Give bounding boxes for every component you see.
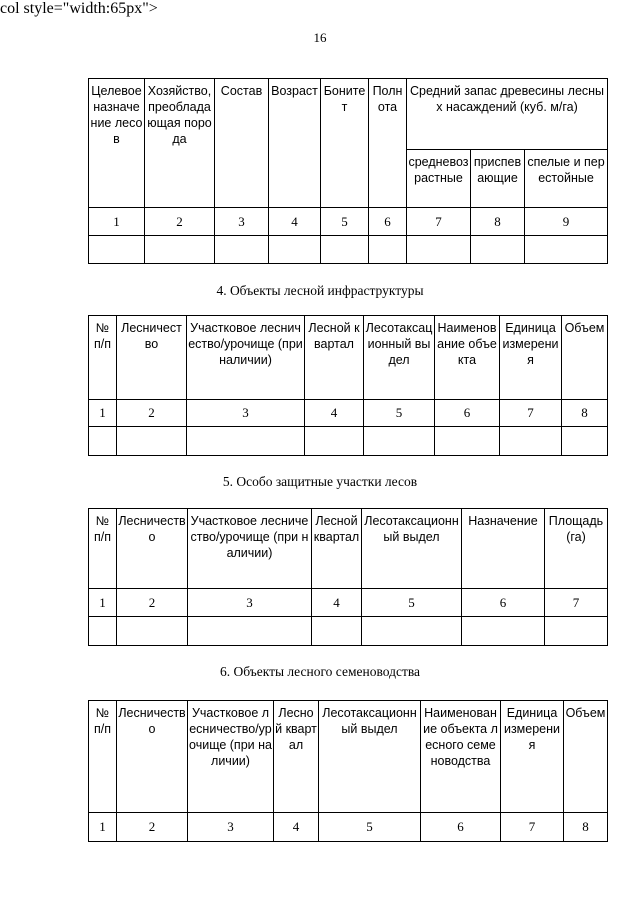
header-volume: Объем xyxy=(564,701,608,813)
header-index: № п/п xyxy=(89,509,117,589)
protective-areas-table xyxy=(88,508,608,646)
header-age: Возраст xyxy=(269,79,321,208)
header-district-forestry: Участковое лесничество/урочище (при наличии) xyxy=(188,701,274,813)
section-4-title: 4. Объекты лесной инфраструктуры xyxy=(216,283,424,298)
header-allotment: Лесотаксационный выдел xyxy=(362,509,462,589)
header-area: Площадь (га) xyxy=(545,509,608,589)
column-number: 9 xyxy=(525,208,608,236)
header-index: № п/п xyxy=(89,701,117,813)
header-purpose: Целевое назначение лесов xyxy=(89,79,145,208)
column-number: 7 xyxy=(500,400,562,427)
header-forestry: Лесничество xyxy=(117,509,188,589)
column-number: 5 xyxy=(321,208,369,236)
header-allotment: Лесотаксационный выдел xyxy=(364,316,435,400)
column-number: 6 xyxy=(421,813,501,842)
page-number: 16 xyxy=(313,30,327,45)
empty-row xyxy=(89,236,608,264)
column-number: 2 xyxy=(145,208,215,236)
header-quarter: Лесной квартал xyxy=(312,509,362,589)
header-allotment: Лесотаксационный выдел xyxy=(319,701,421,813)
column-number: 8 xyxy=(562,400,608,427)
header-density: Полнота xyxy=(369,79,407,208)
header-forestry: Лесничество xyxy=(117,316,187,400)
column-number: 4 xyxy=(274,813,319,842)
empty-row xyxy=(89,427,608,456)
column-number: 3 xyxy=(188,589,312,617)
column-number: 6 xyxy=(462,589,545,617)
section-6-title: 6. Объекты лесного семеноводства xyxy=(219,664,421,679)
column-number: 8 xyxy=(471,208,525,236)
column-number: 4 xyxy=(305,400,364,427)
column-number: 8 xyxy=(564,813,608,842)
column-number: 1 xyxy=(89,208,145,236)
column-number: 3 xyxy=(187,400,305,427)
column-number: 1 xyxy=(89,813,117,842)
header-unit: Единица измерения xyxy=(501,701,564,813)
header-quarter: Лесной квартал xyxy=(305,316,364,400)
header-purpose: Назначение xyxy=(462,509,545,589)
header-object-name: Наименование объекта xyxy=(435,316,500,400)
column-number: 5 xyxy=(364,400,435,427)
subheader-maturing: приспевающие xyxy=(471,150,525,208)
column-number: 6 xyxy=(435,400,500,427)
header-volume: Объем xyxy=(562,316,608,400)
stand-stock-table xyxy=(88,78,608,264)
column-number: 6 xyxy=(369,208,407,236)
empty-row xyxy=(89,617,608,646)
header-district-forestry: Участковое лесничество/урочище (при наличии) xyxy=(188,509,312,589)
column-number: 4 xyxy=(269,208,321,236)
subheader-middle-aged: средневозрастные xyxy=(407,150,471,208)
column-number: 1 xyxy=(89,589,117,617)
column-number: 7 xyxy=(545,589,608,617)
section-5-title: 5. Особо защитные участки лесов xyxy=(222,474,418,489)
subheader-mature: спелые и перестойные xyxy=(525,150,608,208)
header-species: Хозяйство, преобладающая порода xyxy=(145,79,215,208)
column-number: 2 xyxy=(117,400,187,427)
column-number: 5 xyxy=(362,589,462,617)
header-composition: Состав xyxy=(215,79,269,208)
header-quarter: Лесной квартал xyxy=(274,701,319,813)
column-number: 3 xyxy=(215,208,269,236)
seed-production-table xyxy=(88,700,608,842)
header-unit: Единица измерения xyxy=(500,316,562,400)
column-number: 7 xyxy=(501,813,564,842)
header-district-forestry: Участковое лесничество/урочище (при наличии) xyxy=(187,316,305,400)
column-number: 2 xyxy=(117,589,188,617)
column-number: 4 xyxy=(312,589,362,617)
header-stock-group: Средний запас древесины лесных насаждений (куб. м/га) xyxy=(407,79,608,150)
header-index: № п/п xyxy=(89,316,117,400)
column-number: 5 xyxy=(319,813,421,842)
column-number: 2 xyxy=(117,813,188,842)
header-bonitet: Бонитет xyxy=(321,79,369,208)
header-forestry: Лесничество xyxy=(117,701,188,813)
infrastructure-table xyxy=(88,315,608,456)
column-number: 3 xyxy=(188,813,274,842)
header-object-name: Наименование объекта лесного семеноводства xyxy=(421,701,501,813)
column-number: 7 xyxy=(407,208,471,236)
column-number: 1 xyxy=(89,400,117,427)
